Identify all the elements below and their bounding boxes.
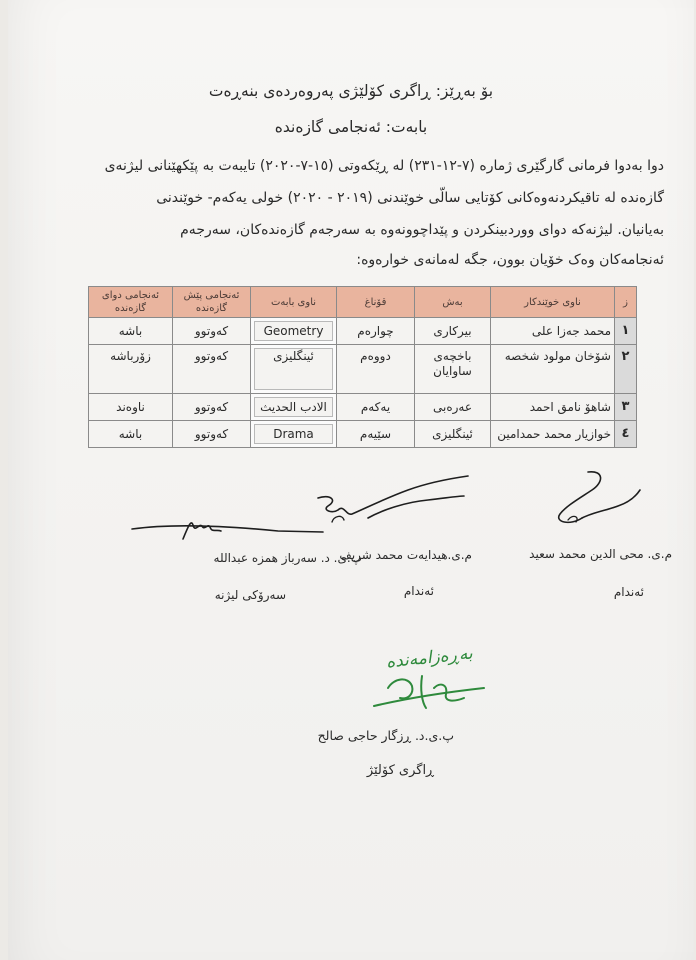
col-header-stage: قۆناغ	[337, 287, 415, 318]
dean-role: ڕاگری کۆلێژ	[366, 763, 434, 778]
chair-signature	[128, 505, 328, 550]
cell-student-name: خوازیار محمد حمدامین	[491, 421, 615, 448]
cell-stage: دووەم	[337, 345, 415, 394]
body-line: گازەندە لە تاقیکردنەوەکانی کۆتایی سالّی خوێندنی (٢٠١٩ - ٢٠٢٠) خولی یەکەم- خوێندنی	[156, 190, 664, 206]
letter-addressee: بۆ بەڕێز: ڕاگری کۆلێژی پەروەردەی بنەڕەت	[208, 82, 494, 100]
cell-subject: Geometry	[251, 318, 337, 345]
cell-result-after: زۆرباشە	[89, 345, 173, 394]
body-line: ئەنجامەکان وەک خۆیان بوون، جگە لەمانەی خوارەوە:	[356, 252, 664, 268]
cell-stage: سێیەم	[337, 421, 415, 448]
table-row	[89, 318, 637, 345]
cell-subject: Drama	[251, 421, 337, 448]
cell-number: ٤	[615, 421, 637, 448]
dean-signature	[368, 668, 488, 718]
cell-subject: الادب الحدیث	[251, 394, 337, 421]
table-row	[89, 394, 637, 421]
chair-role: سەرۆکی لیژنە	[214, 588, 286, 602]
col-header-subject: ناوی بابەت	[251, 287, 337, 318]
cell-department: ئینگلیزی	[415, 421, 491, 448]
cell-result-after: باشە	[89, 421, 173, 448]
cell-student-name: شاهۆ نامق احمد	[491, 394, 615, 421]
cell-department: باخچەی ساوایان	[415, 345, 491, 394]
letter-subject: بابەت: ئەنجامی گازەندە	[274, 118, 428, 136]
cell-number: ١	[615, 318, 637, 345]
col-header-student-name: ناوی خوێندکار	[491, 287, 615, 318]
cell-result-before: کەوتوو	[173, 318, 251, 345]
col-header-department: بەش	[415, 287, 491, 318]
cell-result-before: کەوتوو	[173, 345, 251, 394]
document-page	[8, 0, 694, 960]
body-line: دوا بەدوا فرمانی گارگێری ژمارە (٧-١٢-٢٣١) لە ڕێکەوتی (١٥-٧-٢٠٢٠) تایبەت بە پێکهێنانی لیژنەی	[104, 158, 664, 174]
cell-result-after: باشە	[89, 318, 173, 345]
cell-stage: چوارەم	[337, 318, 415, 345]
member2-signature	[508, 466, 648, 546]
cell-result-before: کەوتوو	[173, 394, 251, 421]
member1-role: ئەندام	[403, 584, 434, 598]
cell-subject: ئینگلیزی	[251, 345, 337, 394]
cell-result-after: ناوەند	[89, 394, 173, 421]
col-header-result-before: ئەنجامی پێش گازەندە	[173, 287, 251, 318]
dean-name: پ.ی.د. ڕزگار حاجی صالح	[317, 728, 454, 743]
cell-number: ٢	[615, 345, 637, 394]
body-line: بەیانیان. لیژنەکە دوای ووردبینکردن و پێداچوونەوە بە سەرجەم گازەندەکان، سەرجەم	[180, 222, 664, 238]
table-header-row	[89, 287, 637, 318]
table-row	[89, 345, 637, 394]
cell-result-before: کەوتوو	[173, 421, 251, 448]
table-row	[89, 421, 637, 448]
cell-student-name: محمد جەزا علی	[491, 318, 615, 345]
chair-name: پ.ی. د. سەرباز همزە عبدالله	[213, 551, 362, 565]
col-header-number: ز	[615, 287, 637, 318]
cell-number: ٣	[615, 394, 637, 421]
member1-name: م.ی.هیدایەت محمد شریف	[339, 548, 472, 562]
cell-department: عەرەبی	[415, 394, 491, 421]
cell-stage: یەکەم	[337, 394, 415, 421]
member2-name: م.ی. محی الدین محمد سعید	[529, 547, 672, 561]
col-header-result-after: ئەنجامی دوای گازەندە	[89, 287, 173, 318]
dean-approval-note: بەڕەزامەندە	[385, 643, 474, 673]
cell-student-name: شۆخان مولود شخصه	[491, 345, 615, 394]
member1-signature	[308, 474, 478, 544]
member2-role: ئەندام	[613, 585, 644, 599]
results-table	[88, 286, 637, 448]
cell-department: بیرکاری	[415, 318, 491, 345]
